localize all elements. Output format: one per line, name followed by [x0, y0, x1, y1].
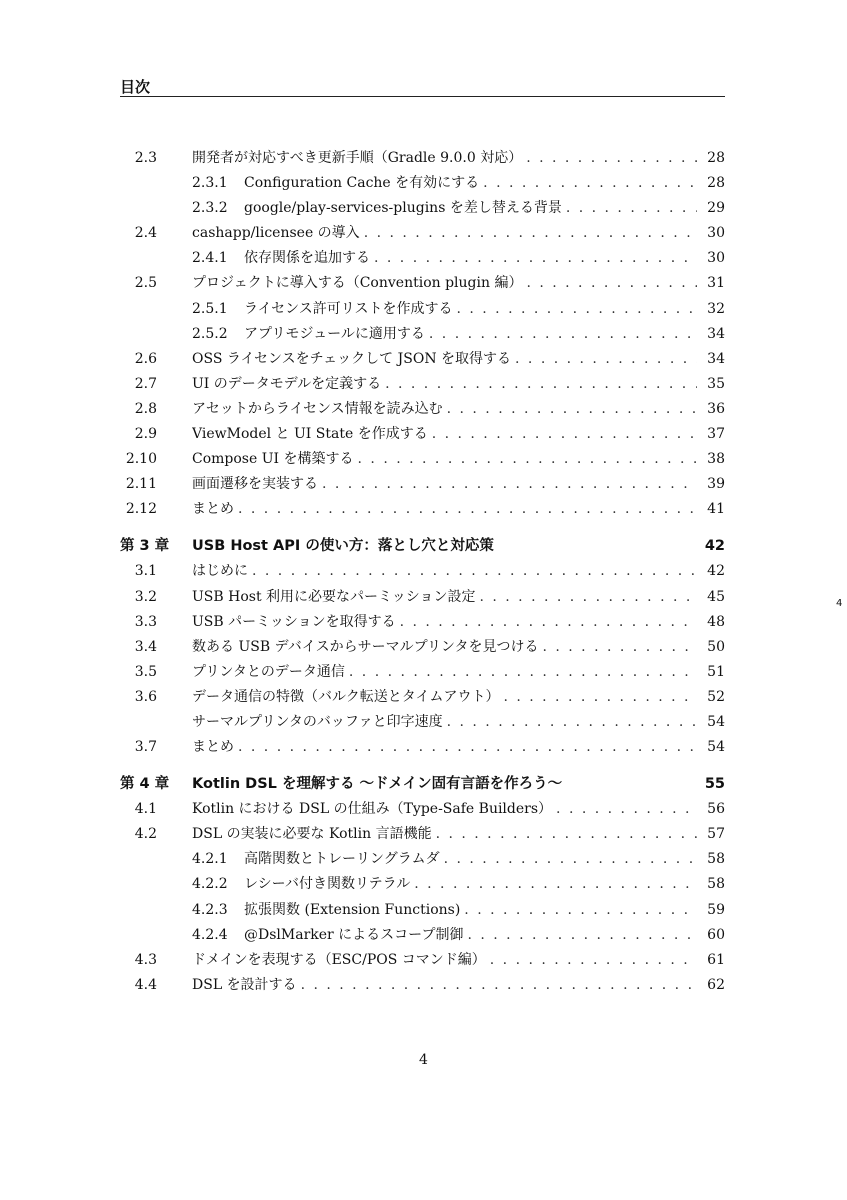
toc-entry-title: Compose UI を構築する	[192, 451, 354, 468]
toc-entry-number: 2.6	[134, 350, 157, 367]
toc-entry-title: 開発者が対応すべき更新手順（Gradle 9.0.0 対応）	[192, 150, 523, 166]
toc-entry-page: 60	[707, 926, 725, 943]
toc-section-entry[interactable]	[120, 347, 725, 372]
toc-entry-title-line	[192, 772, 685, 797]
toc-chapter-entry[interactable]	[120, 534, 725, 559]
toc-entry-title-line	[192, 822, 697, 847]
toc-entry-page: 52	[707, 688, 725, 705]
toc-entry-title-line	[192, 610, 697, 635]
toc-entry-title: レシーバ付き関数リテラル	[244, 876, 411, 893]
toc-entry-page: 39	[707, 476, 725, 493]
toc-entry-page: 34	[707, 350, 725, 367]
toc-section-entry[interactable]	[120, 472, 725, 497]
toc-entry-page: 41	[707, 501, 725, 518]
toc-entry-title-line	[192, 635, 697, 660]
toc-entry-title-line	[192, 497, 697, 522]
toc-entry-number: 3.3	[134, 613, 157, 630]
dot-leader	[425, 322, 697, 347]
dot-leader	[360, 221, 697, 246]
toc-entry-page: 45	[707, 588, 725, 605]
toc-section-entry[interactable]	[120, 685, 725, 710]
toc-entry-title: まとめ	[192, 501, 234, 518]
toc-entry-number: 2.3.1	[192, 175, 228, 192]
dot-leader	[552, 797, 697, 822]
toc-entry-title-line	[192, 948, 697, 973]
dot-leader	[428, 422, 697, 447]
dot-leader	[410, 872, 697, 897]
toc-subsection-entry[interactable]	[120, 872, 725, 897]
toc-entry-page: 58	[707, 851, 725, 868]
dot-leader	[370, 246, 697, 271]
dot-leader	[234, 497, 697, 522]
dot-leader	[538, 635, 697, 660]
toc-entry-title-line	[192, 397, 697, 422]
toc-section-entry[interactable]	[120, 497, 725, 522]
toc-subsection-entry[interactable]	[120, 196, 725, 221]
toc-entry-page: 30	[707, 250, 725, 267]
toc-entry-title: DSL を設計する	[192, 976, 297, 993]
toc-entry-number: 3.6	[134, 688, 157, 705]
toc-entry-title: アプリモジュールに適用する	[244, 325, 425, 342]
dot-leader	[248, 559, 697, 584]
dot-leader	[522, 271, 697, 296]
dot-leader	[443, 710, 697, 735]
toc-subsection-entry[interactable]	[120, 297, 725, 322]
toc-entry-page: 32	[707, 300, 725, 317]
dot-leader	[432, 822, 697, 847]
toc-entry-title-line	[192, 710, 697, 735]
toc-entry-title-line	[244, 246, 697, 271]
dot-leader	[522, 146, 697, 171]
toc-section-entry[interactable]	[120, 822, 725, 847]
toc-entry-title-line	[244, 196, 697, 221]
dot-leader	[396, 610, 697, 635]
toc-entry-page: 29	[707, 200, 725, 217]
dot-leader	[463, 923, 697, 948]
toc-entry-page: 61	[707, 951, 725, 968]
toc-entry-number: 2.8	[134, 400, 157, 417]
toc-entry-title: プロジェクトに導入する（Convention plugin 編）	[192, 275, 523, 292]
toc-entry-number: 3.2	[134, 588, 157, 605]
toc-entry-page: 37	[707, 426, 725, 443]
dot-leader	[345, 660, 697, 685]
toc-entry-title-line	[244, 171, 697, 196]
toc-entry-number: 4.4	[134, 976, 157, 993]
toc-entry-page: 57	[707, 826, 725, 843]
toc-entry-title-line	[192, 660, 697, 685]
toc-entry-title-line	[192, 372, 697, 397]
toc-section-entry[interactable]	[120, 635, 725, 660]
toc-subsection-entry[interactable]	[120, 847, 725, 872]
toc-entry-title: Kotlin DSL を理解する 〜ドメイン固有言語を作ろう〜	[192, 776, 563, 793]
toc-section-entry[interactable]	[120, 797, 725, 822]
toc-entry-title-line	[244, 297, 697, 322]
dot-leader	[452, 297, 697, 322]
dot-leader	[562, 196, 697, 221]
dot-leader	[440, 847, 697, 872]
toc-entry-number: 2.5.2	[192, 325, 228, 342]
toc-entry-number: 4.3	[134, 951, 157, 968]
header-title: 目次	[120, 78, 151, 96]
toc-entry-number: 4.2.2	[192, 876, 228, 893]
toc-entry-number: 第 3 章	[120, 538, 170, 555]
toc-chapter-entry[interactable]	[120, 772, 725, 797]
toc-section-entry[interactable]	[120, 735, 725, 760]
toc-entry-number: 2.10	[125, 451, 157, 468]
dot-leader	[475, 585, 697, 610]
toc-entry-page: 48	[707, 613, 725, 630]
toc-entry-number: 2.4.1	[192, 250, 228, 267]
toc-entry-page: 28	[707, 175, 725, 192]
toc-section-entry[interactable]	[120, 372, 725, 397]
toc-section-entry[interactable]	[120, 660, 725, 685]
toc-entry-number: 2.3	[134, 150, 157, 166]
dot-leader	[297, 973, 697, 998]
toc-section-entry[interactable]	[120, 422, 725, 447]
toc-entry-title: cashapp/licensee の導入	[192, 225, 360, 242]
toc-entry-page: 42	[704, 538, 725, 555]
toc-entry-title-line	[192, 472, 697, 497]
dot-leader	[318, 472, 697, 497]
page-number: 4	[419, 1052, 428, 1068]
toc-entry-number: 2.3.2	[192, 200, 228, 217]
toc-entry-number: 4.2.1	[192, 851, 228, 868]
toc-entry-title-line	[244, 872, 697, 897]
side-page-marker: 4	[836, 598, 843, 609]
toc-entry-number: 2.4	[134, 225, 157, 242]
toc-section-entry[interactable]	[120, 948, 725, 973]
toc-entry-title: Configuration Cache を有効にする	[244, 175, 480, 192]
toc-entry-title-line	[192, 559, 697, 584]
toc-entry-number: 2.12	[125, 501, 157, 518]
toc-section-entry[interactable]	[120, 710, 725, 735]
toc-section-entry[interactable]	[120, 221, 725, 246]
toc-entry-title: USB パーミッションを取得する	[192, 613, 396, 630]
toc-entry-title: データ通信の特徴（バルク転送とタイムアウト）	[192, 688, 500, 705]
toc-entry-title: 画面遷移を実装する	[192, 476, 318, 493]
dot-leader	[479, 171, 697, 196]
dot-leader	[443, 397, 697, 422]
toc-entry-title-line	[244, 322, 697, 347]
toc-entry-number: 4.2.3	[192, 901, 228, 918]
toc-section-entry[interactable]	[120, 397, 725, 422]
toc-section-entry[interactable]	[120, 559, 725, 584]
toc-entry-page: 51	[707, 663, 725, 680]
toc-entry-title: USB Host 利用に必要なパーミッション設定	[192, 588, 476, 605]
toc-section-entry[interactable]	[120, 610, 725, 635]
toc-entry-title: まとめ	[192, 739, 234, 756]
toc-entry-title-line	[192, 585, 697, 610]
toc-entry-title: ライセンス許可リストを作成する	[244, 300, 453, 317]
toc-entry-title: 依存関係を追加する	[244, 250, 370, 267]
toc-entry-title-line	[244, 923, 697, 948]
toc-entry-page: 38	[707, 451, 725, 468]
toc-entry-title-line	[244, 898, 697, 923]
toc-entry-page: 50	[707, 638, 725, 655]
toc-entry-title: 数ある USB デバイスからサーマルプリンタを見つける	[192, 638, 539, 655]
toc-entry-page: 28	[707, 150, 725, 166]
toc-section-entry[interactable]	[120, 973, 725, 998]
toc-entry-page: 55	[704, 776, 725, 793]
running-header	[120, 78, 725, 97]
toc-entry-page: 54	[707, 713, 725, 730]
toc-entry-number: 2.5.1	[192, 300, 228, 317]
toc-entry-page: 56	[707, 801, 725, 818]
toc-entry-page: 62	[707, 976, 725, 993]
toc-entry-number: 第 4 章	[120, 776, 170, 793]
toc-entry-number: 3.5	[134, 663, 157, 680]
toc-entry-number: 3.7	[134, 739, 157, 756]
toc-entry-page: 31	[707, 275, 725, 292]
toc-entry-title: 拡張関数 (Extension Functions)	[244, 901, 461, 918]
toc-entry-title-line	[192, 735, 697, 760]
dot-leader	[460, 898, 697, 923]
toc-entry-number: 3.4	[134, 638, 157, 655]
toc-entry-number: 3.1	[134, 563, 157, 580]
toc-entry-title: USB Host API の使い方：落とし穴と対応策	[192, 538, 494, 555]
toc-entry-page: 30	[707, 225, 725, 242]
toc-entry-title: アセットからライセンス情報を読み込む	[192, 400, 443, 417]
toc-entry-page: 36	[707, 400, 725, 417]
toc-entry-title: OSS ライセンスをチェックして JSON を取得する	[192, 350, 512, 367]
toc-section-entry[interactable]	[120, 146, 725, 171]
toc-subsection-entry[interactable]	[120, 246, 725, 271]
toc-entry-title: DSL の実装に必要な Kotlin 言語機能	[192, 826, 432, 843]
toc-entry-page: 54	[707, 739, 725, 756]
toc-entry-title: サーマルプリンタのバッファと印字速度	[192, 713, 443, 730]
toc-entry-page: 34	[707, 325, 725, 342]
toc-subsection-entry[interactable]	[120, 923, 725, 948]
toc-entry-title-line	[192, 685, 697, 710]
toc-entry-title: Kotlin における DSL の仕組み（Type-Safe Builders）	[192, 801, 553, 818]
toc-entry-title: @DslMarker によるスコープ制御	[244, 926, 464, 943]
toc-entry-number: 2.5	[134, 275, 157, 292]
toc-entry-title-line	[192, 221, 697, 246]
toc-entry-title-line	[192, 347, 697, 372]
toc-entry-number: 4.2	[134, 826, 157, 843]
table-of-contents	[120, 146, 725, 998]
toc-entry-page: 35	[707, 375, 725, 392]
toc-entry-title: ドメインを表現する（ESC/POS コマンド編）	[192, 951, 486, 968]
toc-section-entry[interactable]	[120, 585, 725, 610]
toc-entry-number: 2.9	[134, 426, 157, 443]
toc-entry-number: 4.2.4	[192, 926, 228, 943]
dot-leader	[499, 685, 697, 710]
toc-entry-title-line	[192, 973, 697, 998]
toc-entry-page: 59	[707, 901, 725, 918]
dot-leader	[354, 447, 697, 472]
toc-entry-title-line	[192, 534, 685, 559]
toc-subsection-entry[interactable]	[120, 171, 725, 196]
toc-section-entry[interactable]	[120, 447, 725, 472]
dot-leader	[486, 948, 697, 973]
toc-entry-title-line	[192, 797, 697, 822]
toc-entry-title: ViewModel と UI State を作成する	[192, 426, 428, 443]
toc-entry-number: 2.11	[125, 476, 157, 493]
toc-entry-title: はじめに	[192, 563, 248, 580]
toc-section-entry[interactable]	[120, 271, 725, 296]
toc-entry-page: 42	[707, 563, 725, 580]
toc-entry-number: 4.1	[134, 801, 157, 818]
toc-entry-title: google/play-services-plugins を差し替える背景	[244, 200, 562, 217]
dot-leader	[234, 735, 697, 760]
toc-entry-title: UI のデータモデルを定義する	[192, 375, 382, 392]
toc-entry-number: 2.7	[134, 375, 157, 392]
toc-entry-title: プリンタとのデータ通信	[192, 663, 345, 680]
toc-entry-title-line	[192, 271, 697, 296]
toc-entry-title-line	[244, 847, 697, 872]
toc-entry-title-line	[192, 422, 697, 447]
dot-leader	[381, 372, 697, 397]
toc-subsection-entry[interactable]	[120, 898, 725, 923]
toc-subsection-entry[interactable]	[120, 322, 725, 347]
dot-leader	[511, 347, 697, 372]
toc-entry-title-line	[192, 146, 697, 171]
toc-entry-page: 58	[707, 876, 725, 893]
toc-entry-title: 高階関数とトレーリングラムダ	[244, 851, 440, 868]
toc-entry-title-line	[192, 447, 697, 472]
